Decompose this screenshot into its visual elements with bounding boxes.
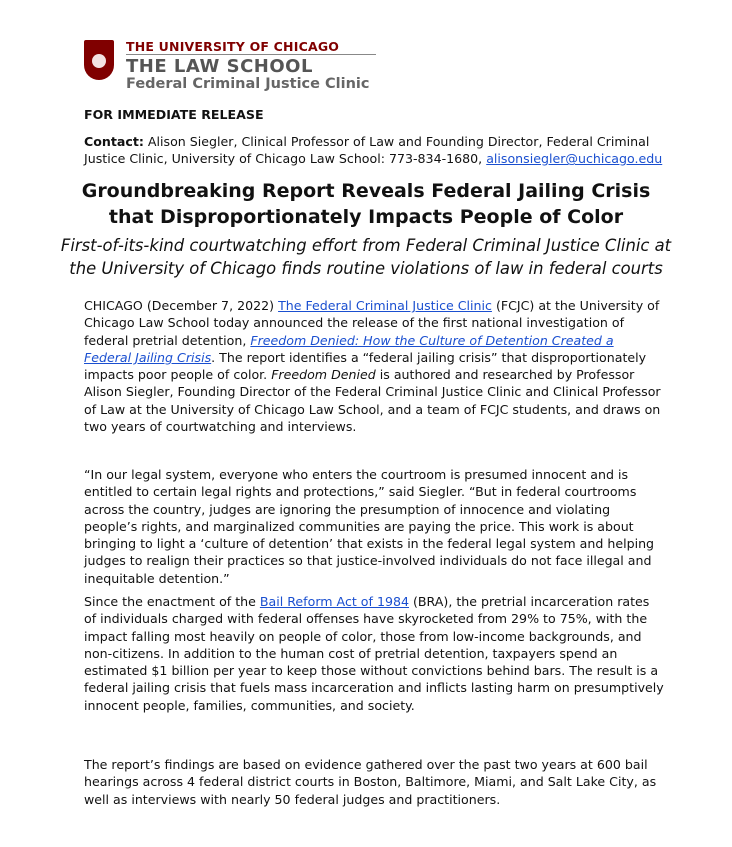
clinic-name: Federal Criminal Justice Clinic bbox=[126, 76, 370, 92]
subheadline: First-of-its-kind courtwatching effort from Federal Criminal Justice Clinic at the University of Chicago finds routine violations of law in federal courts bbox=[60, 236, 672, 278]
report-link[interactable]: Freedom Denied: How the Culture of Detention Created a Federal Jailing Crisis bbox=[84, 332, 614, 365]
contact-email-link[interactable]: alisonsiegler@uchicago.edu bbox=[486, 151, 663, 167]
p3-text-b: (BRA), the pretrial incarceration rates of individuals charged with federal offenses have skyrocketed from 29% to 75%, with the impact falling most heavily on people of color, those from low-income backgrounds, and non-citizens. In addition to the human cost of pretrial detention, taxpayers spend an estimated $1 billion per year to keep those without convictions behind bars. The result is a federal jailing crisis that fuels mass incarceration and inflicts lasting harm on presumptively innocent people, families, communities, and society. bbox=[84, 594, 664, 713]
p1-text-b: (FCJC) at the University of Chicago Law School today announced the release of the first national investigation of federal pretrial detention, bbox=[84, 298, 660, 348]
report-title: Freedom Denied bbox=[271, 367, 376, 383]
p1-text-c: . The report identifies a “federal jailing crisis” that disproportionately impacts poor people of color. bbox=[84, 349, 647, 383]
p1-text-d: is authored and researched by Professor Alison Siegler, Founding Director of the Federal Criminal Justice Clinic and Clinical Professor of Law at the University of Chicago Law School, and a team of FCJC students, and draws on two years of courtwatching and interviews. bbox=[84, 367, 661, 435]
release-label: FOR IMMEDIATE RELEASE bbox=[84, 107, 264, 122]
university-name: THE UNIVERSITY OF CHICAGO bbox=[126, 39, 340, 54]
headline: Groundbreaking Report Reveals Federal Jailing Crisis that Disproportionately Impacts People of Color bbox=[81, 180, 651, 228]
school-name: THE LAW SCHOOL bbox=[126, 56, 313, 77]
p1-text-a: CHICAGO (December 7, 2022) bbox=[84, 298, 279, 313]
logo-divider bbox=[126, 54, 376, 55]
contact-label: Contact: bbox=[84, 134, 144, 149]
p3-text-a: Since the enactment of the bbox=[84, 594, 260, 609]
paragraph-3 bbox=[84, 593, 664, 714]
paragraph-2: “In our legal system, everyone who enters the courtroom is presumed innocent and is entitled to certain legal rights and protections,” said Siegler. “But in federal courtrooms across the country, judges are ignoring the presumption of innocence and violating people’s rights, and marginalized communities are paying the price. This work is about bringing to light a ‘culture of detention’ that exists in the federal legal system and helping judges to realign their practices so that justice-involved individuals do not face illegal and inequitable detention.” bbox=[84, 467, 655, 586]
contact-text: Alison Siegler, Clinical Professor of Law and Founding Director, Federal Criminal Justice Clinic, University of Chicago Law School: 773-834-1680, bbox=[84, 134, 650, 167]
bail-reform-act-link[interactable]: Bail Reform Act of 1984 bbox=[259, 594, 409, 609]
paragraph-1 bbox=[84, 297, 664, 435]
contact-info bbox=[84, 133, 664, 168]
paragraph-4: The report’s findings are based on evidence gathered over the past two years at 600 bail hearings across 4 federal district courts in Boston, Baltimore, Miami, and Salt Lake City, as well as interviews with nearly 50 federal judges and practitioners. bbox=[84, 757, 657, 807]
fcjc-link[interactable]: The Federal Criminal Justice Clinic bbox=[278, 298, 492, 313]
university-shield-icon bbox=[84, 40, 114, 80]
